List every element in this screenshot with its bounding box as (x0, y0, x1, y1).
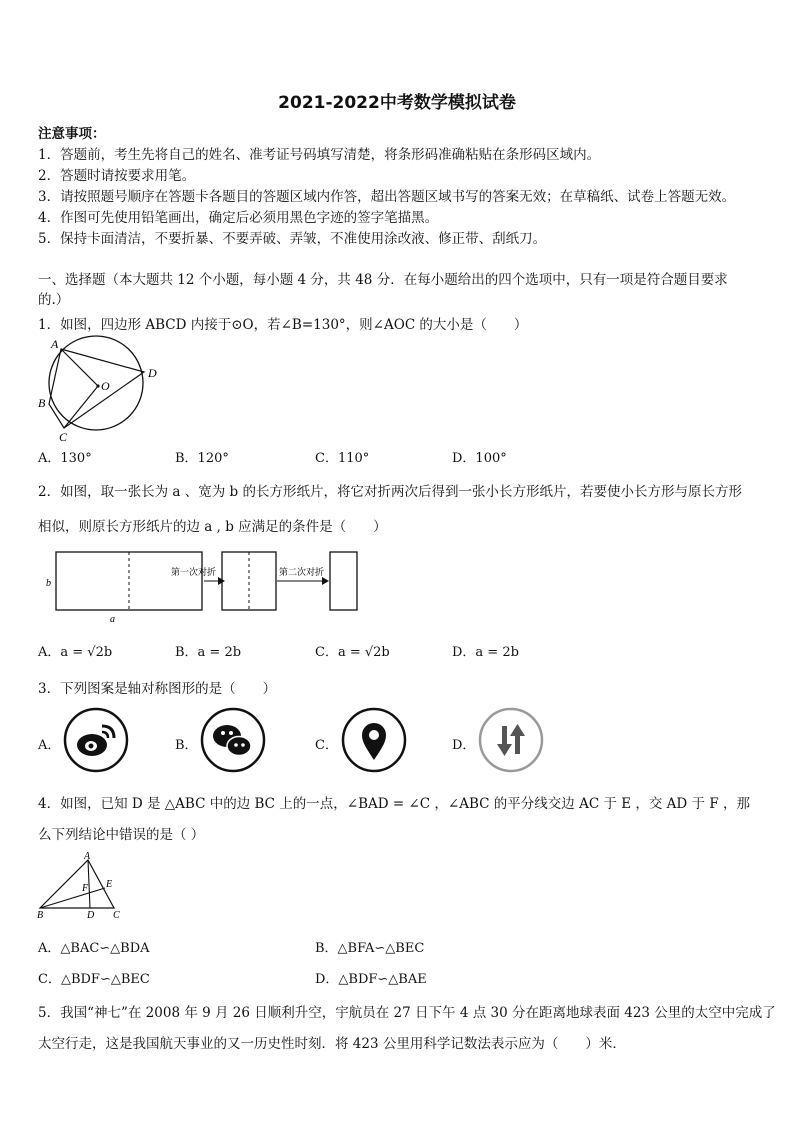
q1-label-o: O (101, 379, 110, 393)
q3-option-a: A． (38, 738, 61, 753)
question-3-stem: 3．下列图案是轴对称图形的是（ ） (38, 681, 277, 697)
q4-option-d: D．△BDF∽△BAE (315, 972, 427, 987)
q4-option-b: B．△BFA∽△BEC (315, 941, 425, 956)
q4-option-a: A．△BAC∽△BDA (38, 941, 150, 956)
q4-option-c: C．△BDF∽△BEC (38, 972, 150, 987)
q2-option-d: D．a = 2b (452, 645, 519, 660)
q2-option-a: A．a = √2b (38, 645, 113, 660)
notice-item: 4．作图可先使用铅笔画出，确定后必须用黑色字迹的签字笔描黑。 (38, 210, 439, 226)
up-down-arrows-icon (477, 706, 545, 774)
notice-item: 2．答题时请按要求用笔。 (38, 168, 196, 184)
q3-option-b: B． (175, 738, 198, 753)
q3-option-d: D． (452, 738, 476, 753)
q4-label-a: A (84, 851, 91, 862)
section-heading: 一、选择题（本大题共 12 个小题，每小题 4 分，共 48 分．在每小题给出的四个选项中，只有一项是符合题目要求 (38, 272, 728, 288)
q1-option-c: C．110° (315, 451, 370, 466)
q2-label-a: a (110, 614, 115, 625)
q2-fold2-label: 第二次对折 (279, 567, 325, 577)
q1-option-a: A．130° (38, 451, 92, 466)
q4-label-d: D (87, 910, 95, 921)
q1-option-d: D．100° (452, 451, 507, 466)
q1-label-c: C (59, 430, 68, 444)
q2-label-b: b (46, 578, 51, 589)
question-2-line1: 2．如图，取一张长为 a 、宽为 b 的长方形纸片，将它对折两次后得到一张小长方形纸片，若要使小长方形与原长方形 (38, 484, 742, 500)
q1-label-d: D (148, 366, 157, 380)
q4-label-f: F (82, 883, 89, 894)
q4-label-e: E (106, 879, 113, 890)
q3-option-c: C． (315, 738, 338, 753)
page-title: 2021-2022中考数学模拟试卷 (278, 93, 516, 113)
q1-circle-figure (34, 334, 169, 444)
notice-item: 3．请按照题号顺序在答题卡各题目的答题区域内作答，超出答题区域书写的答案无效；在草稿纸、试卷上答题无效。 (38, 189, 736, 205)
notice-heading: 注意事项： (38, 126, 106, 142)
q1-option-b: B．120° (175, 451, 229, 466)
question-2-line2: 相似，则原长方形纸片的边 a , b 应满足的条件是（ ） (38, 519, 387, 535)
q1-label-a: A (51, 337, 59, 351)
q2-option-b: B．a = 2b (175, 645, 242, 660)
q4-label-b: B (37, 910, 44, 921)
q4-label-c: C (113, 910, 120, 921)
weibo-icon (62, 706, 130, 774)
section-heading-cont: 的.） (38, 292, 70, 308)
notice-item: 5．保持卡面清洁，不要折暴、不要弄破、弄皱，不准使用涂改液、修正带、刮纸刀。 (38, 231, 547, 247)
wechat-icon (199, 706, 267, 774)
q4-triangle-figure (34, 850, 134, 922)
question-4-line2: 么下列结论中错误的是（ ） (38, 827, 205, 843)
notice-item: 1．答题前，考生先将自己的姓名、准考证号码填写清楚，将条形码准确粘贴在条形码区域内。 (38, 147, 601, 163)
question-5-line1: 5．我国“神七”在 2008 年 9 月 26 日顺利升空，宇航员在 27 日下午 4 点 30 分在距离地球表面 423 公里的太空中完成了 (38, 1005, 776, 1021)
q2-fold1-label: 第一次对折 (171, 567, 217, 577)
location-pin-icon (340, 706, 408, 774)
q1-label-b: B (38, 396, 46, 410)
question-5-line2: 太空行走，这是我国航天事业的又一历史性时刻．将 423 公里用科学记数法表示应为（ ）米． (38, 1036, 626, 1052)
q2-option-c: C．a = √2b (315, 645, 390, 660)
question-4-line1: 4．如图，已知 D 是 △ABC 中的边 BC 上的一点，∠BAD = ∠C ，∠ABC 的平分线交边 AC 于 E ，交 AD 于 F ，那 (38, 796, 750, 812)
q2-folding-figure (40, 548, 370, 626)
question-1-stem: 1．如图，四边形 ABCD 内接于⊙O，若∠B=130°，则∠AOC 的大小是（ ） (38, 317, 528, 333)
